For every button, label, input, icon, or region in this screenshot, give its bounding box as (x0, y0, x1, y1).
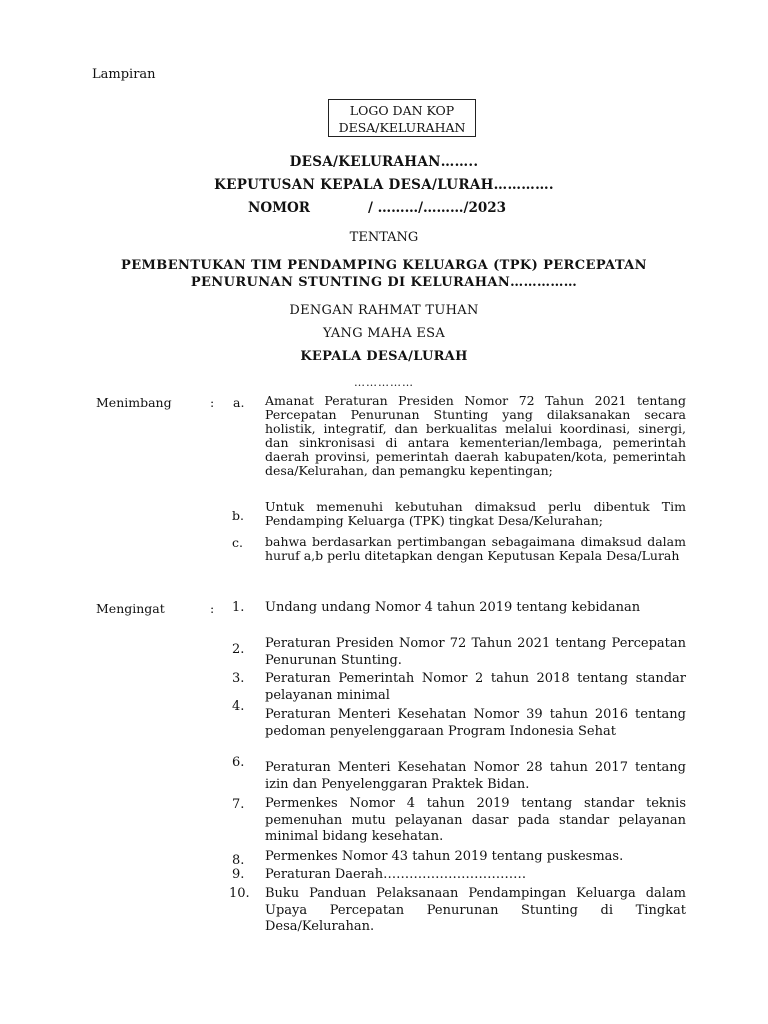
kepala-dots: …………… (354, 376, 414, 389)
mengingat-marker-10: 10. (229, 886, 250, 901)
mengingat-item-9: Peraturan Daerah…………………………… (265, 867, 527, 882)
title-line2: PENURUNAN STUNTING DI KELURAHAN…………… (190, 275, 578, 290)
nomor-value: / ………/………/2023 (368, 200, 507, 216)
title-line1: PEMBENTUKAN TIM PENDAMPING KELUARGA (TPK) PERCEPATAN (121, 258, 647, 273)
mengingat-marker-3: 3. (232, 671, 245, 686)
kepala-heading: KEPALA DESA/LURAH (300, 349, 468, 364)
logo-box-line1: LOGO DAN KOP (349, 103, 455, 118)
mengingat-item-1: Undang undang Nomor 4 tahun 2019 tentang kebidanan (265, 600, 641, 615)
mengingat-marker-1: 1. (232, 600, 245, 615)
mengingat-item-3: Peraturan Pemerintah Nomor 2 tahun 2018 tentang standar pelayanan minimal (265, 671, 686, 703)
mengingat-marker-6: 6. (232, 755, 245, 770)
header-desa: DESA/KELURAHAN…….. (289, 154, 479, 170)
tentang-heading: TENTANG (349, 230, 419, 245)
menimbang-label: Menimbang (96, 395, 172, 410)
mengingat-marker-2: 2. (232, 642, 245, 657)
mengingat-item-4: Peraturan Menteri Kesehatan Nomor 39 tahun 2016 tentang pedoman penyelenggaraan Program Indonesia Sehat (265, 707, 686, 739)
menimbang-item-a: Amanat Peraturan Presiden Nomor 72 Tahun 2021 tentang Percepatan Penurunan Stunting yang dilaksanakan secara holistik, integratif, dan berkualitas melalui koordinasi, sinergi, dan sinkronisasi di antara kementerian/lembaga, pemerintah daerah provinsi, pemerintah daerah kabupaten/kota, pemerintah desa/Kelurahan, dan pemangku kepentingan; (265, 393, 686, 478)
mengingat-item-10: Buku Panduan Pelaksanaan Pendampingan Keluarga dalam Upaya Percepatan Penurunan Stunting di Tingkat Desa/Kelurahan. (265, 886, 686, 934)
menimbang-marker-a: a. (233, 395, 245, 410)
mengingat-item-7: Permenkes Nomor 4 tahun 2019 tentang standar teknis pemenuhan mutu pelayanan dasar pada standar pelayanan minimal bidang kesehatan. (265, 796, 686, 844)
rahmat-line2: YANG MAHA ESA (322, 326, 446, 341)
rahmat-line1: DENGAN RAHMAT TUHAN (289, 303, 479, 318)
mengingat-item-8: Permenkes Nomor 43 tahun 2019 tentang puskesmas. (265, 849, 624, 864)
mengingat-marker-4: 4. (232, 699, 245, 714)
menimbang-marker-c: c. (232, 535, 243, 550)
logo-placeholder-box (328, 99, 476, 137)
mengingat-marker-9: 9. (232, 867, 245, 882)
menimbang-item-c: bahwa berdasarkan pertimbangan sebagaimana dimaksud dalam huruf a,b perlu ditetapkan dengan Keputusan Kepala Desa/Lurah (265, 534, 686, 563)
document-title (0, 257, 768, 291)
logo-box-line2: DESA/KELURAHAN (338, 120, 466, 135)
lampiran-label: Lampiran (92, 67, 156, 82)
mengingat-marker-7: 7. (232, 797, 245, 812)
menimbang-marker-b: b. (232, 508, 244, 523)
nomor-label: NOMOR (248, 200, 311, 216)
mengingat-item-6: Peraturan Menteri Kesehatan Nomor 28 tahun 2017 tentang izin dan Penyelenggaran Praktek Bidan. (265, 760, 686, 792)
header-keputusan: KEPUTUSAN KEPALA DESA/LURAH…………. (214, 177, 554, 193)
menimbang-colon: : (210, 395, 215, 410)
mengingat-item-2: Peraturan Presiden Nomor 72 Tahun 2021 tentang Percepatan Penurunan Stunting. (265, 636, 686, 668)
mengingat-colon: : (210, 601, 215, 616)
mengingat-marker-8: 8. (232, 853, 245, 868)
mengingat-label: Mengingat (96, 601, 165, 616)
menimbang-item-b: Untuk memenuhi kebutuhan dimaksud perlu dibentuk Tim Pendamping Keluarga (TPK) tingkat Desa/Kelurahan; (265, 499, 686, 528)
